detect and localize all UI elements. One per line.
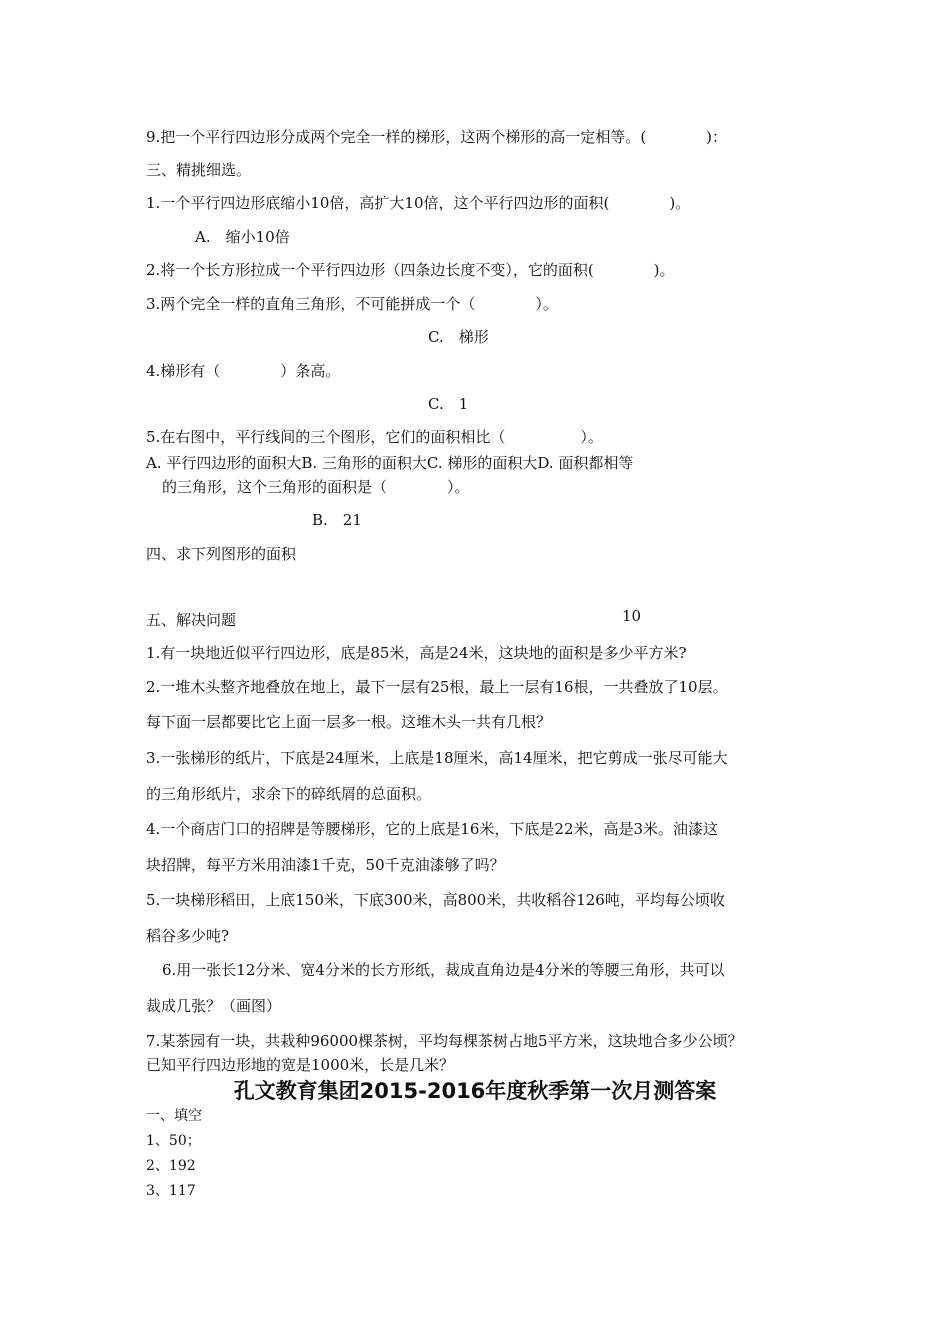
- problem-7-line-1: 7.某茶园有一块，共栽种96000棵茶树，平均每棵茶树占地5平方米，这块地合多少公顷？: [146, 1032, 743, 1050]
- section-4-heading: 四、求下列图形的面积: [146, 545, 297, 563]
- answer-3: 3、117: [146, 1183, 196, 1199]
- choice-question-2: 2.将一个长方形拉成一个平行四边形（四条边长度不变），它的面积( )。: [146, 261, 675, 279]
- question-9-line: 9.把一个平行四边形分成两个完全一样的梯形，这两个梯形的高一定相等。( )：: [146, 128, 728, 146]
- problem-5-line-1: 5.一块梯形稻田，上底150米，下底300米，高800米，共收稻谷126吨，平均每公顷收: [146, 891, 725, 909]
- choice-question-1: 1.一个平行四边形底缩小10倍，高扩大10倍，这个平行四边形的面积( )。: [146, 194, 691, 212]
- choice-6-option-b: B. 21: [312, 511, 362, 529]
- choice-1-option-a: A. 缩小10倍: [195, 228, 290, 246]
- figure-label: 10: [622, 607, 642, 625]
- choice-question-6-fragment: 的三角形，这个三角形的面积是（ ）。: [162, 478, 470, 496]
- problem-3-line-1: 3.一张梯形的纸片，下底是24厘米，上底是18厘米，高14厘米，把它剪成一张尽可能大: [146, 749, 728, 767]
- answer-title: 孔文教育集团2015-2016年度秋季第一次月测答案: [233, 1079, 717, 1103]
- problem-2-line-2: 每下面一层都要比它上面一层多一根。这堆木头一共有几根？: [146, 713, 552, 731]
- choice-question-4: 4.梯形有（ ）条高。: [146, 362, 341, 380]
- problem-1: 1.有一块地近似平行四边形，底是85米，高是24米，这块地的面积是多少平方米?: [146, 644, 687, 662]
- problem-7-line-2: 已知平行四边形地的宽是1000米，长是几米？: [146, 1056, 455, 1074]
- problem-6-line-2: 裁成几张？（画图）: [146, 997, 282, 1015]
- section-3-heading: 三、精挑细选。: [146, 161, 252, 179]
- problem-5-line-2: 稻谷多少吨?: [146, 927, 230, 945]
- answer-2: 2、192: [146, 1158, 196, 1174]
- choice-5-options: A. 平行四边形的面积大B. 三角形的面积大C. 梯形的面积大D. 面积都相等: [146, 454, 634, 472]
- problem-2-line-1: 2.一堆木头整齐地叠放在地上，最下一层有25根，最上一层有16根，一共叠放了10层。: [146, 678, 728, 696]
- problem-6-line-1: 6.用一张长12分米、宽4分米的长方形纸，裁成直角边是4分米的等腰三角形，共可以: [162, 961, 725, 979]
- answer-section-heading: 一、填空: [146, 1108, 202, 1124]
- section-5-heading: 五、解决问题: [146, 611, 237, 629]
- choice-question-3: 3.两个完全一样的直角三角形，不可能拼成一个（ ）。: [146, 295, 558, 313]
- choice-4-option-c: C. 1: [428, 395, 469, 413]
- choice-question-5: 5.在右图中，平行线间的三个图形，它们的面积相比（ ）。: [146, 428, 603, 446]
- choice-3-option-c: C. 梯形: [428, 328, 489, 346]
- problem-4-line-1: 4.一个商店门口的招牌是等腰梯形，它的上底是16米，下底是22米，高是3米。油漆这: [146, 820, 719, 838]
- problem-3-line-2: 的三角形纸片，求余下的碎纸屑的总面积。: [146, 785, 432, 803]
- problem-4-line-2: 块招牌，每平方米用油漆1千克，50千克油漆够了吗？: [146, 856, 505, 874]
- answer-1: 1、50；: [146, 1133, 201, 1149]
